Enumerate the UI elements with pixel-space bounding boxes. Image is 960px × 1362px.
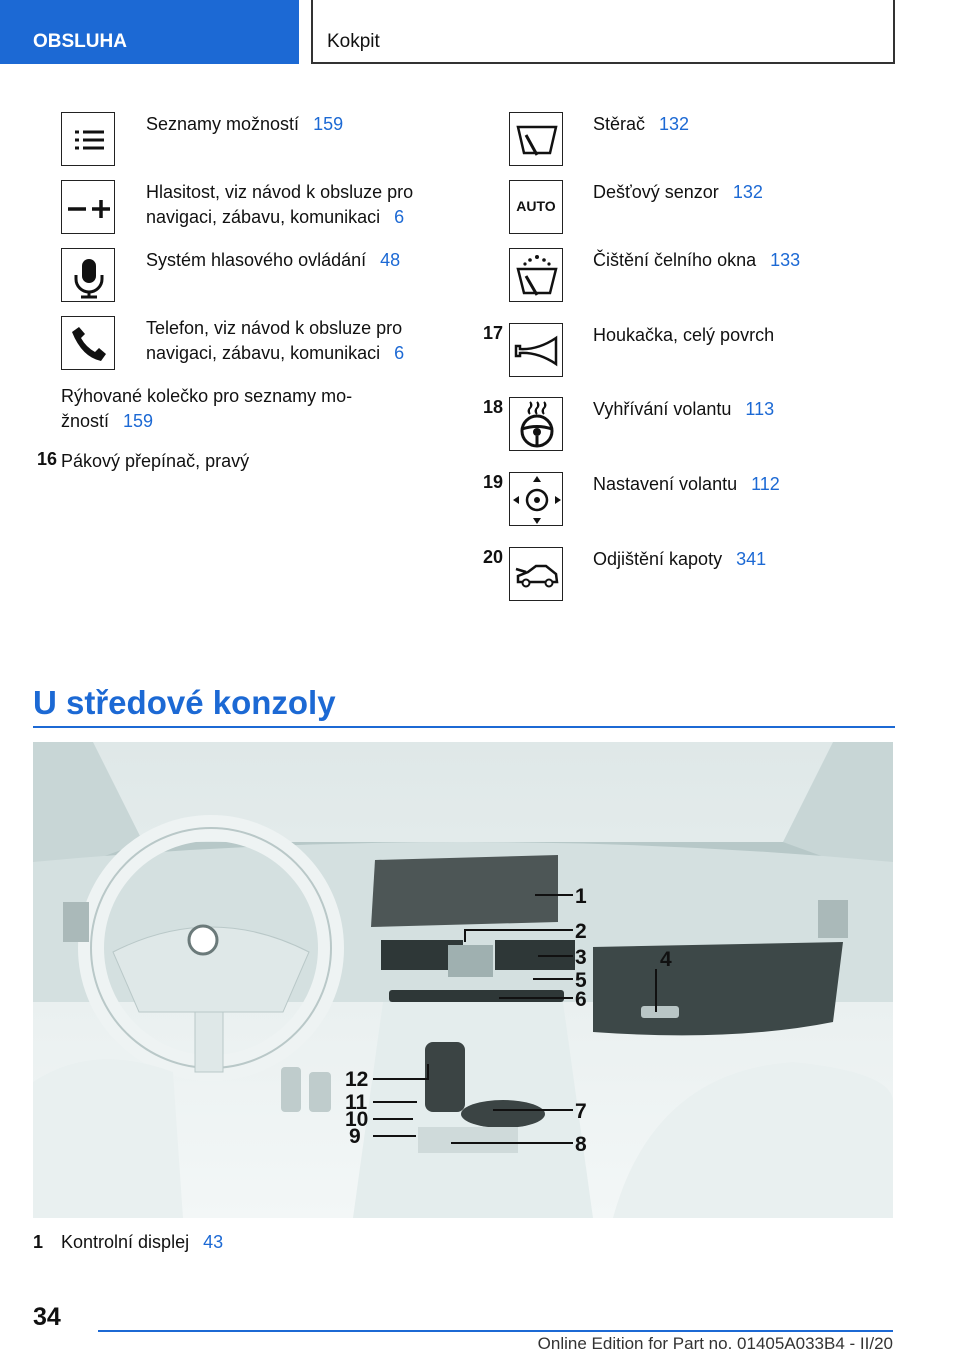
callout-label: 11	[345, 1091, 368, 1114]
item-text: žností	[61, 411, 110, 431]
callout-label: 9	[349, 1125, 361, 1148]
page-ref-link[interactable]: 43	[203, 1232, 224, 1252]
item-text: navigaci, zábavu, komunikaci	[146, 343, 381, 363]
cockpit-photo	[33, 742, 893, 1218]
page-ref-link[interactable]: 341	[736, 549, 767, 569]
item-number: 16	[36, 449, 57, 469]
windshield-washer-icon	[509, 248, 563, 302]
chapter-tab	[311, 0, 895, 64]
page-ref-link[interactable]: 159	[313, 114, 344, 134]
callout-label: 12	[345, 1068, 369, 1091]
list-item	[593, 547, 766, 572]
volume-minus-plus-icon	[61, 180, 115, 234]
item-text: Dešťový senzor	[593, 182, 719, 202]
item-text: Houkačka, celý povrch	[593, 325, 775, 345]
callout-label: 6	[575, 988, 587, 1011]
item-text: Systém hlasového ovládání	[146, 250, 367, 270]
page-ref-link[interactable]: 48	[380, 250, 401, 270]
list-item	[593, 112, 689, 137]
list-item	[146, 180, 413, 230]
section-title: U středové konzoly	[33, 684, 336, 721]
callout-label: 4	[660, 948, 672, 971]
callout-label: 5	[575, 969, 587, 992]
page-ref-link[interactable]: 159	[123, 411, 154, 431]
item-text: Čištění čelního okna	[593, 250, 757, 270]
list-item	[146, 248, 400, 273]
item-text: Seznamy možností	[146, 114, 300, 134]
list-icon	[61, 112, 115, 166]
thumbwheel-item	[61, 384, 352, 434]
voice-control-icon	[61, 248, 115, 302]
page-ref-link[interactable]: 113	[745, 399, 775, 419]
list-item	[146, 112, 343, 137]
list-item	[146, 316, 404, 366]
callout-label: 3	[575, 946, 587, 969]
callout-label: 10	[345, 1108, 369, 1131]
footer-text: Online Edition for Part no. 01405A033B4 - II/20	[537, 1334, 893, 1353]
caption-item	[61, 1232, 223, 1253]
list-item	[593, 397, 774, 422]
item-number: 20	[482, 547, 503, 567]
page-ref-link[interactable]: 132	[659, 114, 690, 134]
list-item	[593, 248, 800, 273]
hood-release-icon	[509, 547, 563, 601]
page-ref-link[interactable]: 132	[732, 182, 763, 202]
item-text: Pákový přepínač, pravý	[61, 451, 250, 471]
caption-number: 1	[33, 1232, 44, 1252]
page-ref-link[interactable]: 112	[751, 474, 780, 494]
item-text: Telefon, viz návod k obsluze pro	[146, 318, 403, 338]
phone-icon	[61, 316, 115, 370]
item-text: Nastavení volantu	[593, 474, 738, 494]
list-item	[593, 323, 774, 348]
chapter-label: Kokpit	[327, 31, 380, 52]
page-number: 34	[33, 1303, 61, 1331]
callout-label: 2	[575, 920, 587, 943]
footer-divider	[98, 1330, 893, 1332]
item-text: navigaci, zábavu, komunikaci	[146, 207, 381, 227]
page-ref-link[interactable]: 6	[394, 207, 405, 227]
item-text: Hlasitost, viz návod k obsluze pro	[146, 182, 414, 202]
horn-icon	[509, 323, 563, 377]
section-divider	[33, 726, 895, 728]
item-text: Stěrač	[593, 114, 646, 134]
section-tab	[0, 0, 299, 64]
list-item	[593, 180, 763, 205]
icon-label: AUTO	[516, 198, 556, 214]
item-text: Vyhřívání volantu	[593, 399, 732, 419]
callout-label: 7	[575, 1100, 587, 1123]
wiper-icon	[509, 112, 563, 166]
callout-label: 8	[575, 1133, 587, 1156]
page-ref-link[interactable]: 6	[394, 343, 405, 363]
callout-label: 1	[575, 885, 587, 908]
item-text: Rýhované kolečko pro seznamy mo-	[61, 386, 353, 406]
steering-wheel-adjust-icon	[509, 472, 563, 526]
list-item	[593, 472, 780, 497]
section-label: OBSLUHA	[33, 31, 127, 52]
item-text: Odjištění kapoty	[593, 549, 723, 569]
item-number: 19	[482, 472, 503, 492]
steering-wheel-heating-icon	[509, 397, 563, 451]
auto-rain-sensor-icon	[509, 180, 563, 234]
item-number: 17	[482, 323, 503, 343]
item-text: Kontrolní displej	[61, 1232, 190, 1252]
item-number: 18	[482, 397, 503, 417]
page-ref-link[interactable]: 133	[770, 250, 801, 270]
